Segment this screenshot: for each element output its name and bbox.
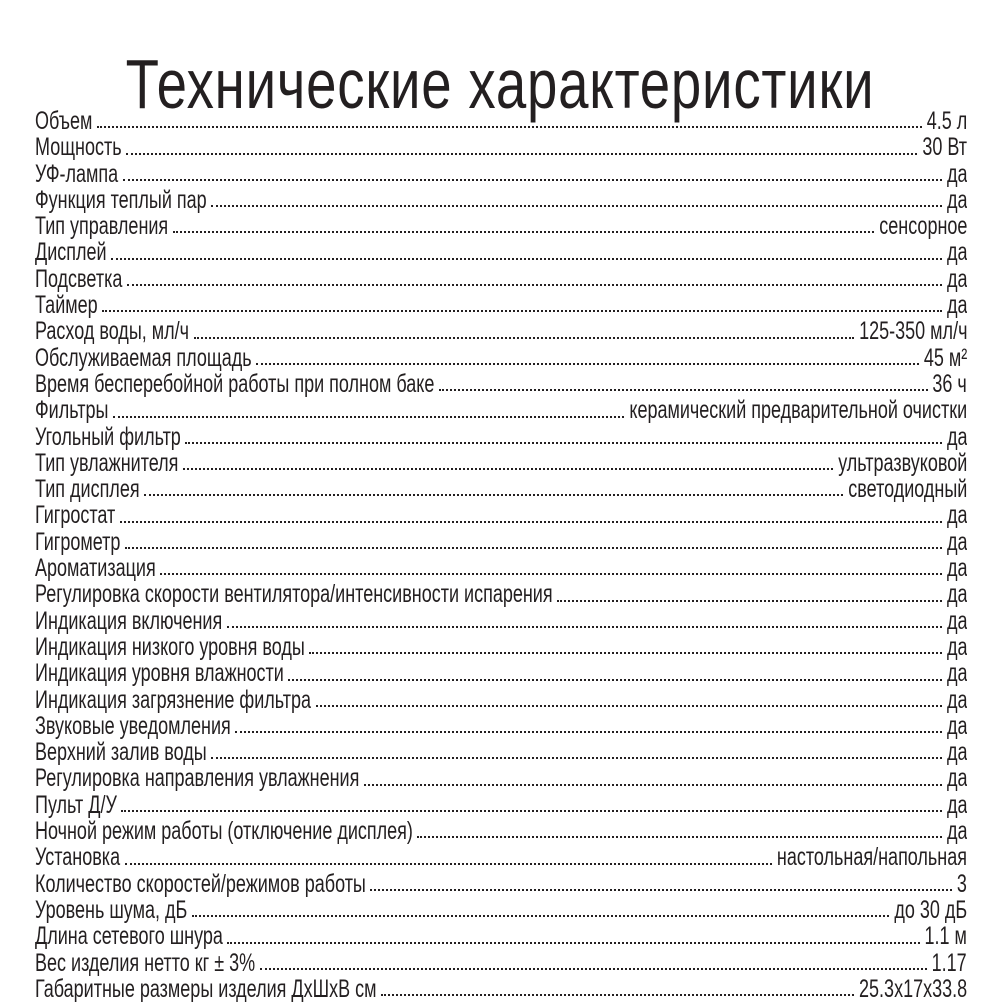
spec-value: да: [942, 161, 967, 187]
dot-leader: [144, 476, 843, 502]
spec-row: [35, 213, 967, 239]
dot-leader: [126, 134, 917, 160]
spec-name: Регулировка направления увлажнения: [35, 765, 360, 792]
spec-value: 125-350 мл/ч: [854, 318, 967, 344]
dot-leader: [557, 581, 942, 607]
spec-row: [35, 134, 967, 160]
spec-row: [35, 608, 967, 634]
spec-name-wrap: [35, 292, 102, 318]
spec-row: [35, 792, 967, 818]
spec-row: [35, 687, 967, 713]
spec-name: Количество скоростей/режимов работы: [35, 870, 366, 897]
spec-value: настольная/напольная: [773, 844, 967, 870]
spec-value-wrap: [942, 424, 967, 450]
spec-value-wrap: [772, 844, 967, 870]
spec-value-wrap: [833, 450, 967, 476]
spec-name: Тип дисплея: [35, 476, 140, 503]
dot-leader: [183, 450, 833, 476]
spec-name-wrap: [35, 108, 97, 134]
spec-value-wrap: [942, 581, 967, 607]
dot-leader: [121, 792, 942, 818]
spec-name-wrap: [35, 502, 120, 528]
dot-leader: [256, 345, 919, 371]
spec-row: [35, 266, 967, 292]
dot-leader: [123, 161, 942, 187]
spec-name: Гигростат: [35, 502, 116, 529]
spec-name-wrap: [35, 529, 125, 555]
spec-name-wrap: [35, 187, 211, 213]
spec-name: Габаритные размеры изделия ДхШхВ см: [35, 975, 377, 1002]
dot-leader: [194, 318, 854, 344]
dot-leader: [227, 608, 942, 634]
spec-name: Ночной режим работы (отключение дисплея): [35, 818, 413, 845]
spec-value: 30 Вт: [918, 134, 967, 160]
spec-value: да: [942, 292, 967, 318]
spec-name-wrap: [35, 950, 260, 976]
spec-row: [35, 739, 967, 765]
spec-value-wrap: [854, 976, 967, 1002]
spec-row: [35, 529, 967, 555]
spec-value: да: [942, 502, 967, 528]
spec-value: да: [942, 792, 967, 818]
spec-name: Уровень шума, дБ: [35, 896, 188, 924]
spec-name: Вес изделия нетто кг ± 3%: [35, 949, 256, 976]
spec-name-wrap: [35, 765, 364, 791]
dot-leader: [120, 502, 942, 528]
dot-leader: [235, 713, 942, 739]
spec-row: [35, 239, 967, 265]
spec-name: Функция теплый пар: [35, 186, 207, 214]
spec-row: [35, 476, 967, 502]
spec-value-wrap: [874, 213, 967, 239]
spec-name: Ароматизация: [35, 555, 156, 582]
spec-value-wrap: [928, 371, 967, 397]
spec-row: [35, 713, 967, 739]
spec-name-wrap: [35, 897, 192, 923]
spec-row: [35, 108, 967, 134]
spec-name: УФ-лампа: [35, 160, 119, 187]
spec-value: 3: [953, 871, 967, 897]
spec-value-wrap: [920, 923, 967, 949]
spec-row: [35, 318, 967, 344]
spec-name: Звуковые уведомления: [35, 712, 231, 740]
spec-value: да: [942, 634, 967, 660]
spec-value-wrap: [843, 476, 967, 502]
spec-value-wrap: [942, 266, 967, 292]
spec-name: Таймер: [35, 292, 98, 319]
spec-value-wrap: [624, 397, 967, 423]
spec-row: [35, 765, 967, 791]
spec-value: да: [942, 266, 967, 292]
spec-value: керамический предварительной очистки: [625, 397, 967, 423]
spec-value: да: [942, 239, 967, 265]
spec-name-wrap: [35, 239, 111, 265]
spec-name: Подсветка: [35, 265, 123, 293]
spec-value-wrap: [942, 529, 967, 555]
spec-value-wrap: [922, 108, 967, 134]
spec-name-wrap: [35, 371, 439, 397]
dot-leader: [160, 555, 942, 581]
spec-name: Регулировка скорости вентилятора/интенсивности испарения: [35, 581, 553, 608]
dot-leader: [97, 108, 922, 134]
spec-value-wrap: [942, 239, 967, 265]
spec-value-wrap: [942, 660, 967, 686]
dot-leader: [102, 292, 942, 318]
page-title: Технические характеристики: [125, 45, 875, 123]
spec-value-wrap: [942, 792, 967, 818]
spec-row: [35, 424, 967, 450]
dot-leader: [370, 871, 952, 897]
spec-value: да: [942, 765, 967, 791]
spec-value: да: [942, 555, 967, 581]
spec-name: Фильтры: [35, 397, 109, 424]
spec-row: [35, 371, 967, 397]
spec-name-wrap: [35, 818, 417, 844]
spec-row: [35, 818, 967, 844]
spec-row: [35, 844, 967, 870]
dot-leader: [192, 897, 889, 923]
spec-value: 36 ч: [928, 371, 967, 397]
dot-leader: [125, 529, 942, 555]
spec-value-wrap: [942, 818, 967, 844]
spec-row: [35, 502, 967, 528]
spec-name-wrap: [35, 660, 288, 686]
spec-list: [35, 108, 967, 1002]
spec-name-wrap: [35, 134, 126, 160]
spec-name-wrap: [35, 923, 227, 949]
dot-leader: [316, 687, 942, 713]
spec-name: Дисплей: [35, 239, 107, 266]
spec-name-wrap: [35, 213, 173, 239]
spec-name-wrap: [35, 713, 235, 739]
spec-name: Тип управления: [35, 213, 169, 240]
dot-leader: [211, 187, 942, 213]
spec-name: Обслуживаемая площадь: [35, 344, 252, 371]
spec-row: [35, 292, 967, 318]
spec-name-wrap: [35, 687, 316, 713]
spec-name: Мощность: [35, 134, 122, 161]
spec-value-wrap: [942, 687, 967, 713]
spec-row: [35, 450, 967, 476]
spec-value-wrap: [942, 161, 967, 187]
dot-leader: [125, 844, 772, 870]
spec-row: [35, 871, 967, 897]
spec-value-wrap: [942, 765, 967, 791]
spec-name-wrap: [35, 476, 144, 502]
spec-value: до 30 дБ: [890, 897, 967, 923]
dot-leader: [309, 634, 942, 660]
spec-name: Установка: [35, 844, 121, 871]
spec-row: [35, 897, 967, 923]
spec-name: Длина сетевого шнура: [35, 923, 223, 950]
spec-name: Верхний залив воды: [35, 739, 207, 766]
spec-value-wrap: [942, 739, 967, 765]
dot-leader: [185, 424, 942, 450]
spec-row: [35, 660, 967, 686]
spec-value: 1.17: [928, 950, 967, 976]
dot-leader: [381, 976, 854, 1002]
spec-name: Угольный фильтр: [35, 423, 181, 450]
spec-value: 25.3х17х33.8: [855, 976, 967, 1002]
spec-value-wrap: [942, 292, 967, 318]
spec-name: Объем: [35, 108, 93, 135]
spec-name: Расход воды, мл/ч: [35, 318, 190, 345]
spec-name-wrap: [35, 161, 123, 187]
dot-leader: [111, 239, 942, 265]
spec-name-wrap: [35, 871, 370, 897]
spec-value-wrap: [927, 950, 967, 976]
spec-value-wrap: [942, 555, 967, 581]
spec-value-wrap: [942, 608, 967, 634]
spec-value-wrap: [952, 871, 967, 897]
spec-row: [35, 634, 967, 660]
spec-value: да: [942, 581, 967, 607]
spec-value: да: [942, 687, 967, 713]
spec-value: ультразвуковой: [834, 450, 967, 476]
spec-row: [35, 161, 967, 187]
spec-name-wrap: [35, 318, 194, 344]
spec-row: [35, 187, 967, 213]
spec-value-wrap: [942, 187, 967, 213]
spec-value: да: [942, 608, 967, 634]
spec-value: да: [942, 713, 967, 739]
spec-name-wrap: [35, 581, 557, 607]
spec-value-wrap: [917, 134, 967, 160]
spec-value: да: [942, 739, 967, 765]
spec-name-wrap: [35, 739, 211, 765]
spec-row: [35, 950, 967, 976]
dot-leader: [127, 266, 942, 292]
dot-leader: [288, 660, 942, 686]
spec-name-wrap: [35, 555, 160, 581]
spec-name: Время бесперебойной работы при полном баке: [35, 370, 435, 398]
spec-value: да: [942, 818, 967, 844]
dot-leader: [211, 739, 942, 765]
spec-row: [35, 976, 967, 1002]
spec-value-wrap: [919, 345, 967, 371]
spec-name-wrap: [35, 976, 381, 1002]
spec-name-wrap: [35, 345, 256, 371]
dot-leader: [417, 818, 942, 844]
spec-name: Гигрометр: [35, 528, 121, 556]
spec-name-wrap: [35, 450, 183, 476]
spec-value: 45 м²: [919, 345, 967, 371]
spec-value: да: [942, 187, 967, 213]
spec-name-wrap: [35, 844, 125, 870]
spec-value-wrap: [889, 897, 967, 923]
spec-name-wrap: [35, 424, 185, 450]
spec-row: [35, 923, 967, 949]
spec-value-wrap: [854, 318, 967, 344]
spec-row: [35, 555, 967, 581]
spec-value-wrap: [942, 713, 967, 739]
spec-name: Индикация низкого уровня воды: [35, 633, 305, 661]
spec-name-wrap: [35, 266, 127, 292]
spec-name-wrap: [35, 792, 121, 818]
spec-name-wrap: [35, 397, 113, 423]
spec-value: 4.5 л: [922, 108, 967, 134]
spec-row: [35, 581, 967, 607]
spec-name: Индикация загрязнение фильтра: [35, 686, 312, 713]
spec-value: светодиодный: [844, 476, 967, 502]
spec-value: 1.1 м: [920, 923, 967, 949]
spec-value: да: [942, 660, 967, 686]
spec-name: Пульт Д/У: [35, 791, 117, 819]
spec-value-wrap: [942, 502, 967, 528]
spec-row: [35, 345, 967, 371]
spec-name: Тип увлажнителя: [35, 449, 179, 477]
spec-value-wrap: [942, 634, 967, 660]
spec-value: да: [942, 424, 967, 450]
dot-leader: [260, 950, 927, 976]
spec-value: да: [942, 529, 967, 555]
dot-leader: [439, 371, 928, 397]
dot-leader: [227, 923, 920, 949]
spec-value: сенсорное: [875, 213, 967, 239]
spec-row: [35, 397, 967, 423]
dot-leader: [173, 213, 874, 239]
spec-name: Индикация включения: [35, 607, 223, 634]
spec-name-wrap: [35, 608, 227, 634]
spec-name-wrap: [35, 634, 309, 660]
dot-leader: [364, 765, 942, 791]
spec-name: Индикация уровня влажности: [35, 660, 284, 687]
dot-leader: [113, 397, 624, 423]
